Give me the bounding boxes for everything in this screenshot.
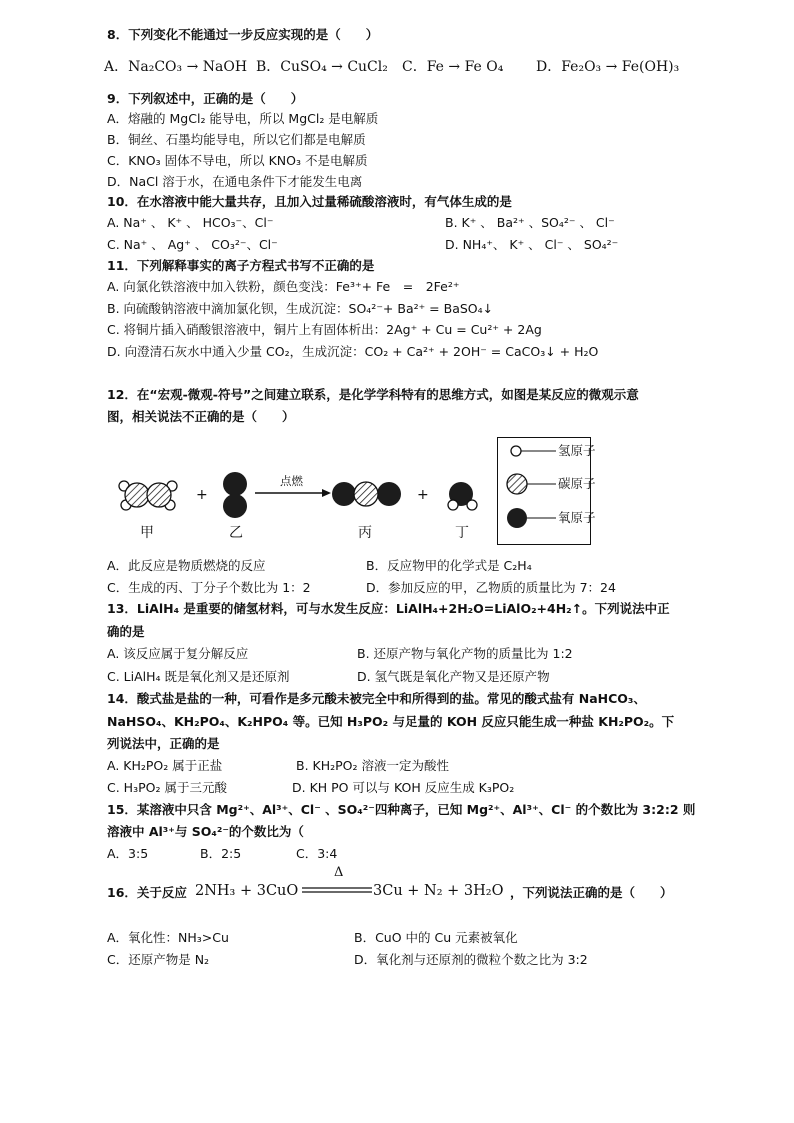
q12-stem-line1: 12．在“宏观-微观-符号”之间建立联系，是化学学科特有的思维方式，如图是某反应的微观示意 [107,387,639,402]
q9-stem: 9．下列叙述中，正确的是（ ） [107,91,304,106]
q16-option-b: B．CuO 中的 Cu 元素被氧化 [354,930,518,945]
q8-option-b: B．CuSO₄ → CuCl₂ [256,59,388,75]
q9-option-b: B．铜丝、石墨均能导电，所以它们都是电解质 [107,132,366,147]
q15-stem-line1: 15．某溶液中只含 Mg²⁺、Al³⁺、Cl⁻ 、SO₄²⁻四种离子，已知 Mg²⁺、Al³⁺、Cl⁻ 的个数比为 3:2:2 则 [107,802,696,817]
label-bing: 丙 [358,525,372,541]
q16-equation-rhs: 3Cu + N₂ + 3H₂O [373,883,504,899]
q14-option-d: D. KH PO 可以与 KOH 反应生成 K₃PO₂ [292,780,515,795]
reaction-arrow [255,489,331,497]
q15-stem-line2: 溶液中 Al³⁺与 SO₄²⁻的个数比为（ [107,824,304,839]
arrow-label-ignite: 点燃 [280,474,303,488]
q11-stem: 11．下列解释事实的离子方程式书写不正确的是 [107,258,375,273]
q14-option-b: B. KH₂PO₂ 溶液一定为酸性 [296,758,449,773]
q13-stem-line1: 13．LiAlH₄ 是重要的储氢材料，可与水发生反应：LiAlH₄+2H₂O=LiAlO₂+4H₂↑。下列说法中正 [107,601,670,616]
q10-stem: 10．在水溶液中能大量共存，且加入过量稀硫酸溶液时，有气体生成的是 [107,194,512,209]
q16-equation-lhs: 2NH₃ + 3CuO [195,883,299,899]
q9-option-c: C．KNO₃ 固体不导电，所以 KNO₃ 不是电解质 [107,153,368,168]
q11-option-d: D. 向澄清石灰水中通入少量 CO₂，生成沉淀：CO₂ + Ca²⁺ + 2OH⁻ = CaCO₃↓ + H₂O [107,344,599,359]
q12-option-d: D．参加反应的甲，乙物质的质量比为 7：24 [366,580,616,595]
q10-option-c: C. Na⁺ 、 Ag⁺ 、 CO₃²⁻、Cl⁻ [107,237,278,252]
q16-option-c: C．还原产物是 N₂ [107,952,210,967]
q16-prefix: 16．关于反应 [107,885,187,900]
q9-option-d: D．NaCl 溶于水，在通电条件下才能发生电离 [107,174,363,189]
molecule-jia [119,481,177,510]
molecule-ding [448,482,477,510]
q14-stem-line3: 列说法中，正确的是 [107,736,220,751]
q15-option-a: A．3:5 [107,846,149,861]
q13-stem-line2: 确的是 [107,624,145,639]
q16-suffix: ，下列说法正确的是（ ） [510,885,673,900]
q12-option-a: A．此反应是物质燃烧的反应 [107,558,266,573]
q8-option-a: A．Na₂CO₃ → NaOH [104,59,248,75]
q16-heat-symbol: Δ [334,865,344,880]
q13-option-c: C. LiAlH₄ 既是氧化剂又是还原剂 [107,669,290,684]
plus-sign-2: + [417,487,429,503]
q13-option-b: B. 还原产物与氧化产物的质量比为 1:2 [357,646,573,661]
q14-stem-line1: 14．酸式盐是盐的一种，可看作是多元酸未被完全中和所得到的盐。常见的酸式盐有 NaHCO₃、 [107,691,646,706]
q14-option-c: C. H₃PO₂ 属于三元酸 [107,780,227,795]
q16-option-a: A．氧化性：NH₃>Cu [107,930,229,945]
label-yi: 乙 [229,525,243,541]
label-jia: 甲 [140,525,154,541]
q10-option-b: B. K⁺ 、 Ba²⁺ 、SO₄²⁻ 、 Cl⁻ [445,215,615,230]
q14-stem-line2: NaHSO₄、KH₂PO₄、K₂HPO₄ 等。已知 H₃PO₂ 与足量的 KOH 反应只能生成一种盐 KH₂PO₂。下 [107,714,675,729]
q11-option-a: A. 向氯化铁溶液中加入铁粉，颜色变浅：Fe³⁺+ Fe = 2Fe²⁺ [107,279,460,294]
q8-option-c: C．Fe → Fe O₄ [402,59,504,75]
molecule-bing [332,482,401,506]
q10-option-d: D. NH₄⁺、 K⁺ 、 Cl⁻ 、 SO₄²⁻ [445,237,619,252]
q9-option-a: A．熔融的 MgCl₂ 能导电，所以 MgCl₂ 是电解质 [107,111,379,126]
q11-option-c: C. 将铜片插入硝酸银溶液中，铜片上有固体析出：2Ag⁺ + Cu = Cu²⁺ + 2Ag [107,322,542,337]
plus-sign-1: + [196,487,208,503]
q13-option-a: A. 该反应属于复分解反应 [107,646,249,661]
q8-option-d: D．Fe₂O₃ → Fe(OH)₃ [536,59,680,75]
legend-hydrogen: 氢原子 [558,443,596,458]
q12-option-b: B．反应物甲的化学式是 C₂H₄ [366,558,532,573]
q12-option-c: C．生成的丙、丁分子个数比为 1：2 [107,580,311,595]
q16-option-d: D．氧化剂与还原剂的微粒个数之比为 3:2 [354,952,588,967]
q11-option-b: B. 向硫酸钠溶液中滴加氯化钡，生成沉淀：SO₄²⁻+ Ba²⁺ = BaSO₄↓ [107,301,494,316]
q12-stem-line2: 图，相关说法不正确的是（ ） [107,409,295,424]
q13-option-d: D. 氢气既是氧化产物又是还原产物 [357,669,550,684]
label-ding: 丁 [455,525,469,541]
legend-carbon: 碳原子 [558,476,596,491]
legend-oxygen: 氧原子 [558,510,596,525]
q14-option-a: A. KH₂PO₂ 属于正盐 [107,758,223,773]
q15-option-c: C．3:4 [296,846,338,861]
q8-stem: 8．下列变化不能通过一步反应实现的是（ ） [107,27,379,42]
q10-option-a: A. Na⁺ 、 K⁺ 、 HCO₃⁻、Cl⁻ [107,215,274,230]
molecule-yi [223,472,247,518]
q15-option-b: B．2:5 [200,846,242,861]
